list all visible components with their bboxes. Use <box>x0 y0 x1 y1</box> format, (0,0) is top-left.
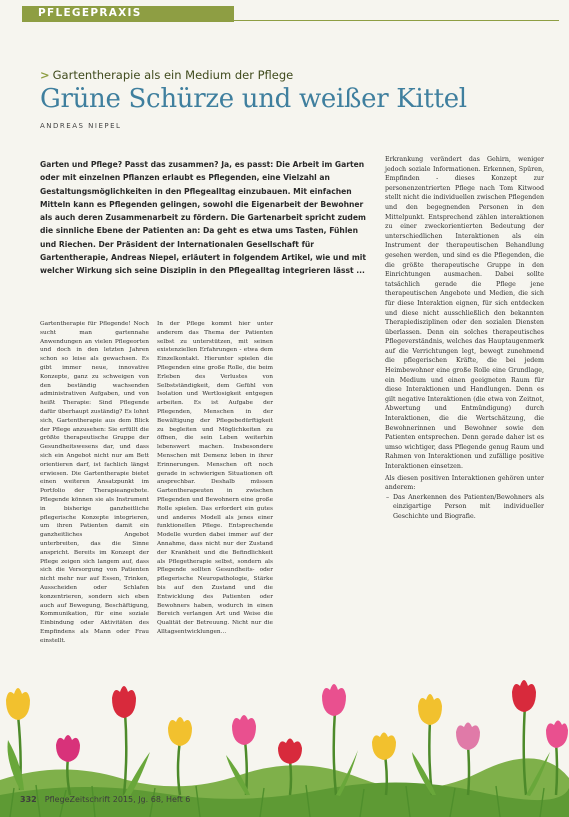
page-footer <box>20 795 190 804</box>
journal-citation: PflegeZeitschrift 2015, Jg. 68, Heft 6 <box>44 795 191 804</box>
section-header-bar <box>22 6 234 22</box>
article-kicker <box>40 68 293 82</box>
article-author: ANDREAS NIEPEL <box>40 122 122 130</box>
chevron-right-icon: > <box>40 68 50 82</box>
column-1-text: Gartentherapie für Pflegende! Noch sucht man gartennahe Anwendungen an vielen Pflegeorten und doch in den letzten Jahren schon so leise als gewachsen. Es gibt immer neue, innovative Konzepte, ganz zu schweigen von den beständig wachsenden administrativen Aufgaben, und von heißt Therapie: Sind Pflegende dafür überhaupt zuständig? Es lohnt sich, Gartentherapie aus dem Blick der Pflege anzusehen: Sie erfüllt die größte therapeutische Gruppe der Gesundheitswesens dar, und dass sich ein Angebot nicht nur am Bett orientieren darf, ist fachlich längst erwiesen. Die Gartentherapie bietet einen weiteren Ansatzpunkt im Portfolio der Therapieangebote. Pflegende können sie als Instrument in bisherige ganzheitliche pflegerische Konzepte integrieren, um ihren Patienten damit ein ganzheitliches Angebot unterbreiten, das die Sinne anspricht. Bereits im Konzept der Pflege zeigen sich langem auf, dass sich die Versorgung von Patienten nicht mehr nur auf Essen, Trinken, Ausscheiden oder Schlafen konzentrieren, sondern sich eben auch auf Bewegung, Beschäftigung, Kommunikation, für eine soziale Einbindung oder Aktivitäten des Empfindens als Mann oder Frau einstellt. <box>40 321 149 644</box>
column-2-text: In der Pflege kommt hier unter anderem das Thema der Patienten selbst zu unterstützen, mit seinen existenziellen Erfahrungen - etwa dem Einzelkontakt. Hierunter spielen die Pflegenden eine große Rolle, die beim Erleben des Verlustes von Selbstständigkeit, dem Gefühl von Isolation und Wertlosigkeit entgegen arbeiten. Es ist Aufgabe der Pflegenden, Menschen in der Bewältigung der Pflegebedürftigkeit zu begleiten und Möglichkeiten zu öffnen, die sein Leben weiterhin lebenswert machen. Insbesondere Menschen mit Demenz leben in ihrer Erinnerungen. Menschen oft noch gerade in schwierigen Situationen oft ansprechbar. Deshalb müssen Gartentherapeuten in zwischen Pflegenden und Bewohnern eine große Rolle spielen. Das erfordert ein gutes und anderes Modell als jenes einer funktionellen Pflege. Entsprechende Modelle wurden dabei immer auf der Annahme, dass nicht nur der Zustand der Krankheit und die Befindlichkeit als Pflegetherapie selbst, sondern als Pflegende sollten Gesundheits- oder pflegerische Neuropathologie, Stärke bis auf den Zustand und die Entwicklung des Patienten oder Bewohners haben, wodurch in einen Bereich verlangen Art und Weise die Qualität der Betreuung. Nicht nur die Alltagsentwicklungen... <box>157 321 273 635</box>
header-rule <box>234 20 559 21</box>
bullet-item <box>385 493 544 522</box>
tulip-meadow-image <box>0 660 569 817</box>
article-title: Grüne Schürze und weißer Kittel <box>40 84 467 114</box>
page-number: 332 <box>20 795 37 804</box>
body-column-1 <box>40 320 149 645</box>
header-rule-left <box>22 21 234 22</box>
column-3-text: Erkrankung verändert das Gehirn, weniger jedoch soziale Informationen. Erkennen, Spüren, Empfinden - dieses Konzept zur personenzentrierten Pflege nach Tom Kitwood stellt nicht die individuellen zwischen Pflegenden und den begegnenden Personen in den Mittelpunkt. Entsprechend zählen interaktionen zu einer zweckorientierten Bedeutung der unterschiedlichen Interaktionen als ein Instrument der therapeutischen Behandlung gesehen werden, und sind es die Pflegenden, die die größte therapeutische Gruppe in den Einrichtungen ausmachen. Dabei sollte tatsächlich gerade die Pflege jene therapeutischen Angebote und Medien, die sich für diese Interaktion eignen, für sich entdecken und diese nicht ausschließlich den bekannten Therapiedisziplinen oder den sozialen Diensten überlassen. Denn ein solches therapeutisches Pflegeverständnis, welches das Hauptaugenmerk auf die Verrichtungen legt, bewegt zunehmend die pflegerischen Kräfte, die bei jedem Heimbewohner eine große Rolle eine Grundlage, ein Medium und einen geeigneten Raum für diese Interaktionen und Handlungen. Denn es gilt negative Interaktionen (die etwa von Zeitnot, Abwertung und Entmündigung) durch Interaktionen, die die Wertschätzung, die Bewohnerinnen und Bewohner sowie den Patienten entsprechen. Denn gerade daher ist es umso wichtiger, dass Pflegende genug Raum und Rahmen von Interaktionen und zufällige positive Interaktionen einsetzen. <box>385 156 544 470</box>
lead-paragraph: Garten und Pflege? Passt das zusammen? Ja, es passt: Die Arbeit im Garten oder mit einzelnen Pflanzen erlaubt es Pflegenden, eine Vielzahl an Gestaltungsmöglichkeiten in den Pflegealltag einzubauen. Mit einfachen Mitteln kann es Pflegenden gelingen, sowohl die Eigenarbeit der Bewohner als auch deren Zusammenarbeit zu fördern. Die Gartenarbeit spricht zudem die sinnliche Ebene der Patienten an: Da geht es etwa ums Tasten, Fühlen und Riechen. Der Präsident der Internationalen Gesellschaft für Gartentherapie, Andreas Niepel, erläutert in folgendem Artikel, wie und mit welcher Wirkung sich seine Disziplin in den Pflegealltag integrieren lässt ... <box>40 160 366 276</box>
kicker-text: Gartentherapie als ein Medium der Pflege <box>52 68 294 82</box>
article-lead <box>40 158 367 278</box>
bullet-text: Das Anerkennen des Patienten/Bewohners als einzigartige Person mit individueller Geschichte und Biografie. <box>393 493 544 520</box>
section-label: PFLEGEPRAXIS <box>38 7 142 19</box>
bullet-dash-icon: – <box>386 493 390 501</box>
bullet-intro: Als diesen positiven Interaktionen gehören unter anderem: <box>385 474 544 492</box>
body-column-3 <box>385 155 544 522</box>
body-column-2 <box>157 320 273 637</box>
